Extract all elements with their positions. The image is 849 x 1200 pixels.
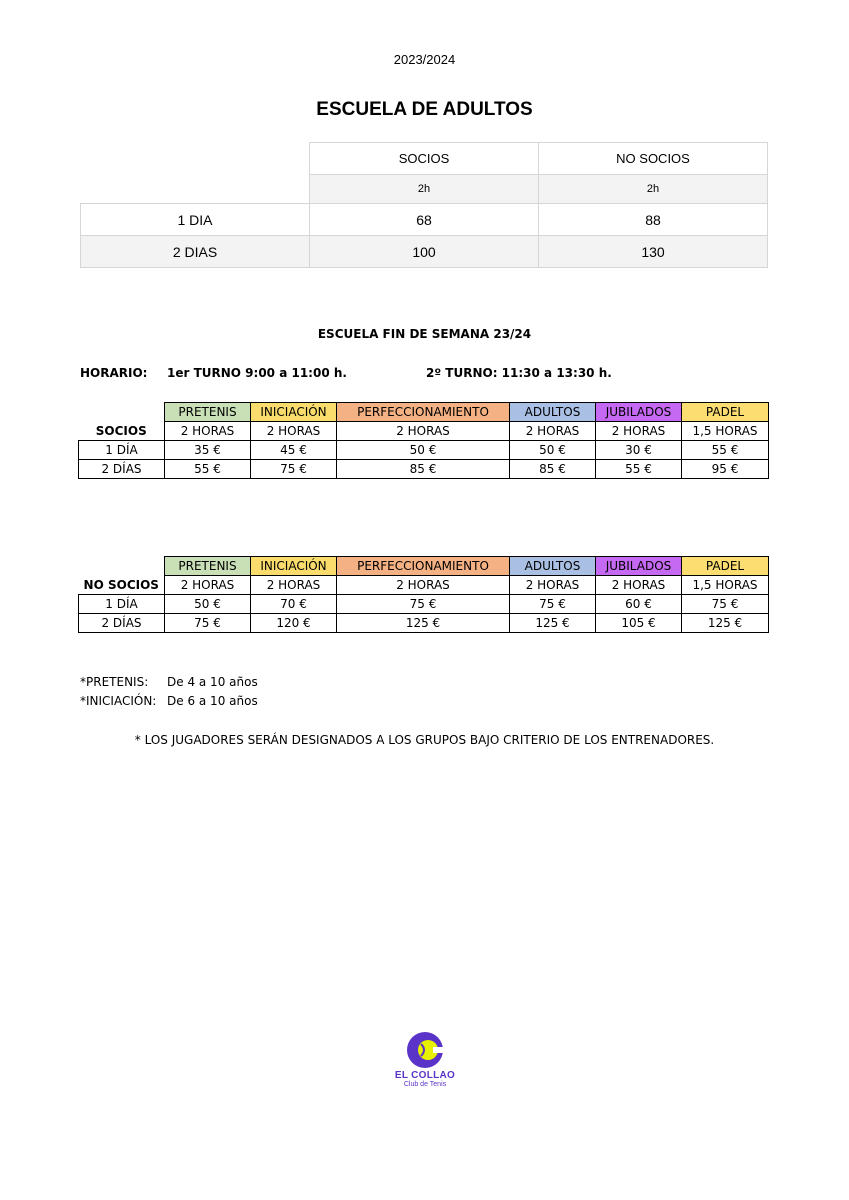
- row-label: 1 DIA: [81, 204, 310, 236]
- category-adultos: ADULTOS: [510, 557, 596, 576]
- row-label: 2 DÍAS: [79, 614, 165, 633]
- price-cell: 75 €: [337, 595, 510, 614]
- category-jubilados: JUBILADOS: [596, 557, 682, 576]
- category-iniciacion: INICIACIÓN: [251, 403, 337, 422]
- category-perfeccionamiento: PERFECCIONAMIENTO: [337, 557, 510, 576]
- price-cell: 75 €: [251, 460, 337, 479]
- hours-cell: 2 HORAS: [337, 422, 510, 441]
- category-pretenis: PRETENIS: [165, 557, 251, 576]
- corner-cell: [79, 403, 165, 422]
- table-row: [79, 441, 769, 460]
- price-cell: 70 €: [251, 595, 337, 614]
- note-pretenis-text: De 4 a 10 años: [167, 675, 258, 689]
- subheader-socios: 2h: [310, 175, 539, 204]
- category-padel: PADEL: [682, 557, 769, 576]
- category-pretenis: PRETENIS: [165, 403, 251, 422]
- price-cell: 130: [539, 236, 768, 268]
- price-cell: 68: [310, 204, 539, 236]
- table-row: [79, 595, 769, 614]
- hours-cell: 2 HORAS: [510, 576, 596, 595]
- socios-price-table: [78, 402, 769, 479]
- subheader-no-socios: 2h: [539, 175, 768, 204]
- price-cell: 88: [539, 204, 768, 236]
- hours-cell: 2 HORAS: [510, 422, 596, 441]
- category-jubilados: JUBILADOS: [596, 403, 682, 422]
- price-cell: 50 €: [337, 441, 510, 460]
- row-label: 1 DÍA: [79, 595, 165, 614]
- price-cell: 85 €: [510, 460, 596, 479]
- hours-cell: 1,5 HORAS: [682, 422, 769, 441]
- turno2-label: 2º TURNO: 11:30 a 13:30 h.: [426, 366, 612, 380]
- price-cell: 75 €: [165, 614, 251, 633]
- price-cell: 125 €: [682, 614, 769, 633]
- horario-label: HORARIO:: [80, 366, 148, 380]
- price-cell: 95 €: [682, 460, 769, 479]
- category-padel: PADEL: [682, 403, 769, 422]
- logo-subtitle: Club de Tenis: [403, 1081, 447, 1088]
- table-row: [81, 236, 768, 268]
- disclaimer-text: * LOS JUGADORES SERÁN DESIGNADOS A LOS GRUPOS BAJO CRITERIO DE LOS ENTRENADORES.: [134, 733, 715, 747]
- note-pretenis-label: *PRETENIS:: [80, 675, 149, 689]
- club-logo: [389, 1030, 461, 1088]
- tennis-ball-icon: [405, 1030, 445, 1070]
- page-title: ESCUELA DE ADULTOS: [316, 99, 533, 120]
- group-label: NO SOCIOS: [83, 577, 159, 592]
- corner-cell: [81, 143, 310, 175]
- hours-cell: 2 HORAS: [596, 576, 682, 595]
- hours-cell: 1,5 HORAS: [682, 576, 769, 595]
- logo-name: EL COLLAO: [394, 1070, 456, 1081]
- price-cell: 105 €: [596, 614, 682, 633]
- note-iniciacion-label: *INICIACIÓN:: [80, 694, 157, 708]
- hours-cell: 2 HORAS: [165, 576, 251, 595]
- price-cell: 85 €: [337, 460, 510, 479]
- price-cell: 75 €: [510, 595, 596, 614]
- price-cell: 30 €: [596, 441, 682, 460]
- header-no-socios: NO SOCIOS: [539, 143, 768, 175]
- price-cell: 120 €: [251, 614, 337, 633]
- hours-cell: 2 HORAS: [596, 422, 682, 441]
- note-iniciacion-text: De 6 a 10 años: [167, 694, 258, 708]
- price-cell: 55 €: [165, 460, 251, 479]
- header-socios: SOCIOS: [310, 143, 539, 175]
- category-adultos: ADULTOS: [510, 403, 596, 422]
- price-cell: 75 €: [682, 595, 769, 614]
- hours-cell: 2 HORAS: [165, 422, 251, 441]
- weekend-title: ESCUELA FIN DE SEMANA 23/24: [317, 327, 532, 341]
- price-cell: 50 €: [510, 441, 596, 460]
- hours-cell: 2 HORAS: [251, 576, 337, 595]
- table-row: [81, 204, 768, 236]
- group-label: SOCIOS: [95, 423, 147, 438]
- price-cell: 45 €: [251, 441, 337, 460]
- category-perfeccionamiento: PERFECCIONAMIENTO: [337, 403, 510, 422]
- adultos-price-table: [80, 142, 768, 268]
- price-cell: 55 €: [682, 441, 769, 460]
- hours-cell: 2 HORAS: [337, 576, 510, 595]
- corner-cell: [81, 175, 310, 204]
- year-label: 2023/2024: [393, 52, 456, 67]
- row-label: 1 DÍA: [79, 441, 165, 460]
- row-label: 2 DIAS: [81, 236, 310, 268]
- table-row: [79, 460, 769, 479]
- price-cell: 125 €: [510, 614, 596, 633]
- turno1-label: 1er TURNO 9:00 a 11:00 h.: [167, 366, 347, 380]
- corner-cell: [79, 557, 165, 576]
- price-cell: 50 €: [165, 595, 251, 614]
- price-cell: 100: [310, 236, 539, 268]
- row-label: 2 DÍAS: [79, 460, 165, 479]
- price-cell: 125 €: [337, 614, 510, 633]
- no-socios-price-table: [78, 556, 769, 633]
- price-cell: 60 €: [596, 595, 682, 614]
- category-iniciacion: INICIACIÓN: [251, 557, 337, 576]
- hours-cell: 2 HORAS: [251, 422, 337, 441]
- price-cell: 55 €: [596, 460, 682, 479]
- table-row: [79, 614, 769, 633]
- price-cell: 35 €: [165, 441, 251, 460]
